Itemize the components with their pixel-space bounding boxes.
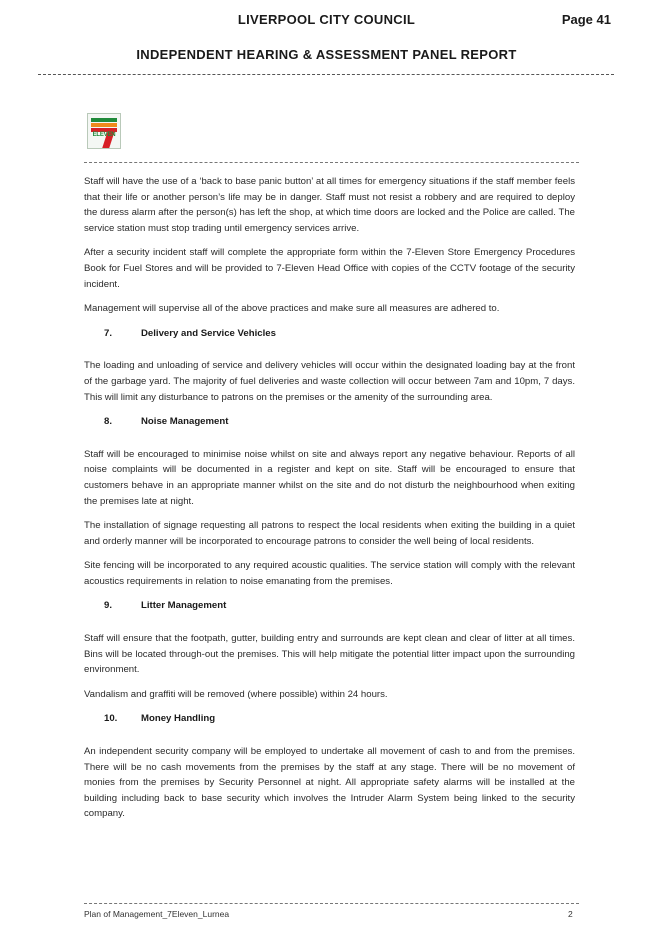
footer-page-number: 2	[568, 909, 573, 919]
paragraph: Staff will have the use of a ‘back to base panic button’ at all times for emergency situations if the staff member feels that their life or another person’s life may be in danger. Staff must not resist a robbery and are required to deploy the duress alarm after the person(s) has left the shop, at which time doors are locked and the Police are called. The service station must stop trading until emergency services arrive.	[84, 176, 575, 234]
content-divider	[84, 162, 579, 163]
paragraph: Management will supervise all of the above practices and make sure all measures are adhered to.	[84, 303, 500, 315]
paragraph: Staff will be encouraged to minimise noise whilst on site and always report any negative behaviour. Reports of all noise complaints will be documented in a register and kept on site. Staff will be encouraged to ensure that customers behave in an appropriate manner whilst on the site and do not disturb the neighbourhood when exiting the premises late at night.	[84, 448, 575, 507]
council-title: LIVERPOOL CITY COUNCIL	[237, 12, 416, 27]
paragraph: The loading and unloading of service and delivery vehicles will occur within the designated loading bay at the front of the garbage yard. The majority of fuel deliveries and waste collection will occur between 7am and 10pm, 7 days. This will limit any disturbance to patrons on the premises or the amenity of the surrounding area.	[84, 360, 575, 403]
page-number: Page 41	[561, 12, 611, 27]
paragraph: Vandalism and graffiti will be removed (where possible) within 24 hours.	[84, 688, 388, 700]
section-title: Noise Management	[141, 416, 229, 428]
paragraph: The installation of signage requesting all patrons to respect the local residents when exiting the building in a quiet and orderly manner will be incorporated to encourage patrons to consider the well being of local residents.	[84, 520, 575, 547]
footer-divider	[84, 903, 579, 904]
section-number: 10.	[104, 713, 118, 725]
section-number: 8.	[104, 416, 113, 428]
section-title: Litter Management	[141, 600, 227, 612]
section-number: 9.	[104, 600, 113, 612]
section-heading-delivery	[84, 326, 575, 342]
section-title: Money Handling	[141, 713, 216, 725]
7-eleven-logo-icon	[87, 113, 121, 149]
section-title: Delivery and Service Vehicles	[141, 327, 276, 339]
section-number: 7.	[104, 327, 113, 339]
paragraph: After a security incident staff will complete the appropriate form within the 7-Eleven Store Emergency Procedures Book for Fuel Stores and will be provided to 7-Eleven Head Office with copies of the CCTV footage of the security incident.	[84, 247, 575, 290]
paragraph: An independent security company will be employed to undertake all movement of cash to and from the premises. There will be no cash movements from the premises by the staff at any stage. There will be no movement of monies from the premises by Security Personnel at night. All appropriate safety alarms will be installed at the building including back to base security which involves the Intruder Alarm System being linked to the security company.	[84, 746, 575, 820]
paragraph: Site fencing will be incorporated to any required acoustic qualities. The service station will comply with the relevant acoustics requirements in relation to noise emanating from the premises.	[84, 560, 575, 587]
logo-text: ELEVEN	[92, 132, 116, 138]
paragraph: Staff will ensure that the footpath, gutter, building entry and surrounds are kept clean and clear of litter at all times. Bins will be located through-out the premises. This will help mitigate the potential litter impact upon the surrounding environment.	[84, 633, 575, 676]
report-title: INDEPENDENT HEARING & ASSESSMENT PANEL REPORT	[136, 47, 517, 62]
header-divider	[38, 74, 614, 75]
section-heading-litter	[84, 598, 575, 614]
document-body	[84, 174, 575, 831]
section-heading-money	[84, 711, 575, 727]
section-heading-noise	[84, 414, 575, 430]
footer-document-name: Plan of Management_7Eleven_Lurnea	[84, 909, 230, 919]
